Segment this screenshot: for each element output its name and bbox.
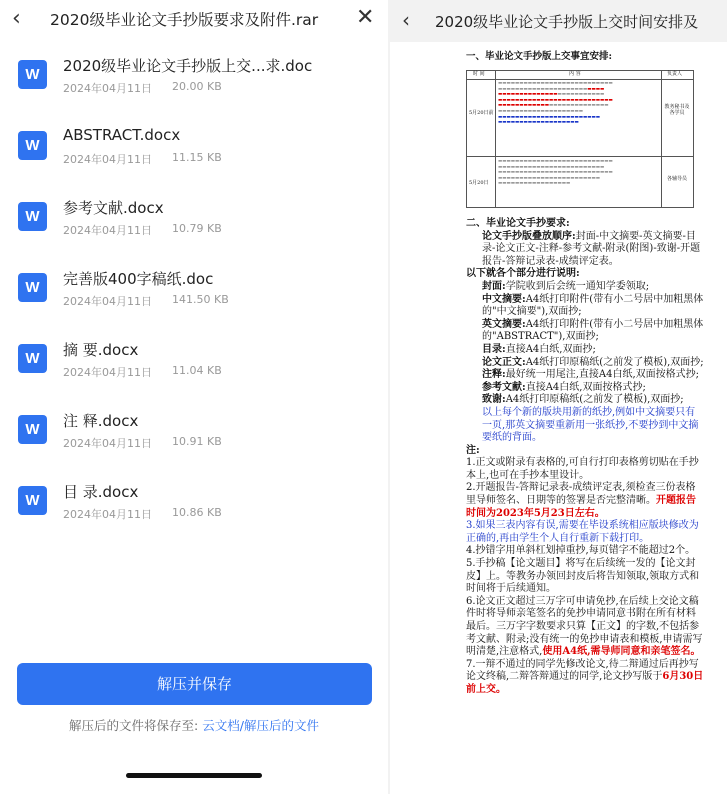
file-item[interactable] <box>0 405 388 465</box>
extract-and-save-button[interactable]: 解压并保存 <box>17 663 372 705</box>
order-label: 论文手抄版叠放顺序: <box>482 230 576 242</box>
file-date: 2024年04月11日 <box>63 82 152 95</box>
item-text: 直接A4白纸,双面按格式抄; <box>525 381 646 393</box>
table-row-owner: 各辅导员 <box>666 176 687 182</box>
item-label: 封面: <box>482 280 506 292</box>
item-label: 论文正文: <box>482 356 526 368</box>
preview-title: 2020级毕业论文手抄版上交时间安排及 <box>435 13 699 31</box>
item-text: A4纸打印附件(带有小二号居中加粗黑体的"中文摘要"),双面抄; <box>482 293 704 318</box>
item-text: A4纸打印原稿纸(之前发了模板),双面抄; <box>525 356 704 368</box>
file-name: 目 录.docx <box>63 483 139 501</box>
file-date: 2024年04月11日 <box>63 295 152 308</box>
note-3: 3.如果三表内容有误,需要在毕设系统相应版块修改为正确的,再由学生个人自行重新下载打印。 <box>466 520 699 544</box>
file-item[interactable] <box>0 334 388 394</box>
note-5: 5.手抄稿【论文题目】将写在后续统一发的【论文封皮】上。等教务办领回封皮后将告知领取,领取方式和时间将于后续通知。 <box>466 558 700 595</box>
file-size: 10.79 KB <box>172 222 222 235</box>
note-text: 6.论文正文超过三万字可申请免抄,在后续上交论文稿件时将导师亲笔签名的免抄申请同意书附在所有材料最后。三万字字数要求只算【正文】的字数,不包括参考文献、附录;没有统一的免抄申请表和模板,申请需写明清楚,注意格式, <box>466 595 703 658</box>
table-row-divider <box>467 156 693 157</box>
home-indicator[interactable] <box>126 773 262 778</box>
archive-title: 2020级毕业论文手抄版要求及附件.rar <box>50 11 319 29</box>
word-file-icon: W <box>18 486 47 515</box>
schedule-table <box>466 70 694 208</box>
word-file-icon: W <box>18 273 47 302</box>
file-item[interactable] <box>0 50 388 110</box>
file-size: 11.04 KB <box>172 364 222 377</box>
table-header-content: 内 容 <box>569 71 581 77</box>
file-item[interactable] <box>0 263 388 323</box>
note-emphasis: 开题报告时间为2023年5月23日左右。 <box>466 495 696 519</box>
item-text: 学院收到后会统一通知学委领取; <box>505 280 650 292</box>
word-file-icon: W <box>18 202 47 231</box>
note-4: 4.抄错字用单斜杠划掉重抄,每页错字不能超过2个。 <box>466 545 696 557</box>
item-text: 最好统一用尾注,直接A4白纸,双面按格式抄; <box>505 369 700 381</box>
parts-intro: 以下就各个部分进行说明: <box>466 268 580 280</box>
file-date: 2024年04月11日 <box>63 437 152 450</box>
note-text: 7.一辩不通过的同学先修改论文,待二辩通过后再抄写论文终稿,二辩答辩通过的同学,论文抄写版于 <box>466 658 699 683</box>
file-name: ABSTRACT.docx <box>63 126 181 144</box>
note-emphasis: 使用A4纸,需导师同意和亲笔签名。 <box>542 646 701 658</box>
table-row-content: ▬▬▬▬▬▬▬▬▬▬▬▬▬▬▬▬▬▬▬▬▬▬▬▬▬▬▬ ▬▬▬▬▬▬▬▬▬▬▬▬▬▬▬▬▬▬▬▬▬▬▬▬▬ ▬▬▬▬▬▬▬▬▬▬▬▬▬▬▬▬▬▬▬▬▬▬▬▬▬▬▬ ▬▬▬▬▬▬▬▬▬▬▬▬▬▬▬▬▬▬▬▬▬▬▬▬ ▬▬▬▬▬▬▬▬▬▬▬▬▬▬▬▬▬ <box>498 159 613 187</box>
save-path-link[interactable]: 云文档/解压后的文件 <box>202 718 319 733</box>
back-chevron-icon[interactable]: ‹ <box>402 8 410 32</box>
table-row-date: 5月20日 <box>469 180 489 186</box>
file-item[interactable] <box>0 121 388 181</box>
file-size: 11.15 KB <box>172 151 222 164</box>
table-header-time: 时 间 <box>473 71 485 77</box>
table-column-divider <box>467 71 496 207</box>
word-file-icon: W <box>18 131 47 160</box>
section-heading: 一、毕业论文手抄版上交事宜安排: <box>466 51 613 62</box>
note-text: 2.开题报告-答辩记录表-成绩评定表,须检查三份表格里导师签名、日期等的签署是否完整清晰。 <box>466 482 696 507</box>
note-2 <box>466 482 704 520</box>
file-name: 参考文献.docx <box>63 199 164 217</box>
table-row-owner: 教务秘书及各学员 <box>664 104 690 116</box>
file-name: 完善版400字稿纸.doc <box>63 270 214 288</box>
note-6 <box>466 596 704 659</box>
notes-label: 注: <box>466 444 480 456</box>
table-row-date: 5月20日前 <box>469 110 494 116</box>
item-label: 致谢: <box>482 394 506 406</box>
item-label: 中文摘要: <box>482 293 526 305</box>
save-path-note <box>0 716 388 734</box>
file-item[interactable] <box>0 192 388 252</box>
note-emphasis: 6月30日前上交。 <box>466 671 704 695</box>
file-date: 2024年04月11日 <box>63 153 152 166</box>
note-7 <box>466 659 704 697</box>
document-preview-panel <box>390 0 727 794</box>
preview-header <box>390 0 727 42</box>
word-file-icon: W <box>18 344 47 373</box>
archive-header <box>0 0 388 40</box>
table-header-owner: 负责人 <box>667 71 683 77</box>
item-text: 直接A4白纸,双面抄; <box>505 343 596 355</box>
close-icon[interactable]: ✕ <box>356 5 375 30</box>
requirements-body <box>466 218 704 697</box>
order-text: 封面-中文摘要-英文摘要-目录-论文正文-注释-参考文献-附录(附图)-致谢-开题报告-答辩记录表-成绩评定表。 <box>482 230 701 267</box>
item-text: A4纸打印附件(带有小二号居中加粗黑体的"ABSTRACT"),双面抄; <box>482 318 704 343</box>
blue-note: 以上每个新的版块用新的纸抄,例如中文摘要只有一页,那英文摘要重新用一张纸抄,不要抄到中文摘要纸的背面。 <box>482 406 699 444</box>
section-heading: 二、毕业论文手抄要求: <box>466 218 570 229</box>
file-name: 2020级毕业论文手抄版上交...求.doc <box>63 57 313 75</box>
file-date: 2024年04月11日 <box>63 366 152 379</box>
file-size: 10.86 KB <box>172 506 222 519</box>
back-chevron-icon[interactable]: ‹ <box>12 6 21 31</box>
item-label: 目录: <box>482 343 506 355</box>
save-path-prefix: 解压后的文件将保存至: <box>69 718 203 733</box>
file-name: 摘 要.docx <box>63 341 139 359</box>
item-label: 英文摘要: <box>482 318 526 330</box>
file-size: 20.00 KB <box>172 80 222 93</box>
file-date: 2024年04月11日 <box>63 508 152 521</box>
table-column-divider <box>661 71 693 207</box>
item-label: 参考文献: <box>482 381 526 393</box>
file-name: 注 释.docx <box>63 412 139 430</box>
file-date: 2024年04月11日 <box>63 224 152 237</box>
item-label: 注释: <box>482 369 506 381</box>
item-text: A4纸打印原稿纸(之前发了模板),双面抄; <box>505 394 684 406</box>
word-file-icon: W <box>18 415 47 444</box>
document-page[interactable] <box>466 48 704 695</box>
note-1: 1.正文或附录有表格的,可自行打印表格剪切贴在手抄本上,也可在手抄本里设计。 <box>466 457 699 481</box>
word-file-icon: W <box>18 60 47 89</box>
file-size: 141.50 KB <box>172 293 229 306</box>
file-size: 10.91 KB <box>172 435 222 448</box>
file-item[interactable] <box>0 476 388 536</box>
table-row-content: ▬▬▬▬▬▬▬▬▬▬▬▬▬▬▬▬▬▬▬▬▬▬▬▬▬▬▬ ▬▬▬▬▬▬▬▬▬▬▬▬▬▬▬▬▬▬▬▬▬▬▬▬▬ ▬▬▬▬▬▬▬▬▬▬▬▬▬▬▬▬▬▬▬▬▬▬▬▬▬ ▬▬▬▬▬▬▬▬▬▬▬▬▬▬▬▬▬▬▬▬▬▬▬▬▬▬▬ ▬▬▬▬▬▬▬▬▬▬▬▬▬▬▬▬▬▬▬▬▬▬▬▬▬▬ ▬▬▬▬▬▬▬▬▬▬▬▬▬▬▬▬▬▬▬▬ ▬▬▬▬▬▬▬▬▬▬▬▬▬▬▬▬▬▬▬▬▬▬▬▬ ▬▬▬▬▬▬▬▬▬▬▬▬▬▬▬▬▬▬▬ <box>498 81 613 126</box>
